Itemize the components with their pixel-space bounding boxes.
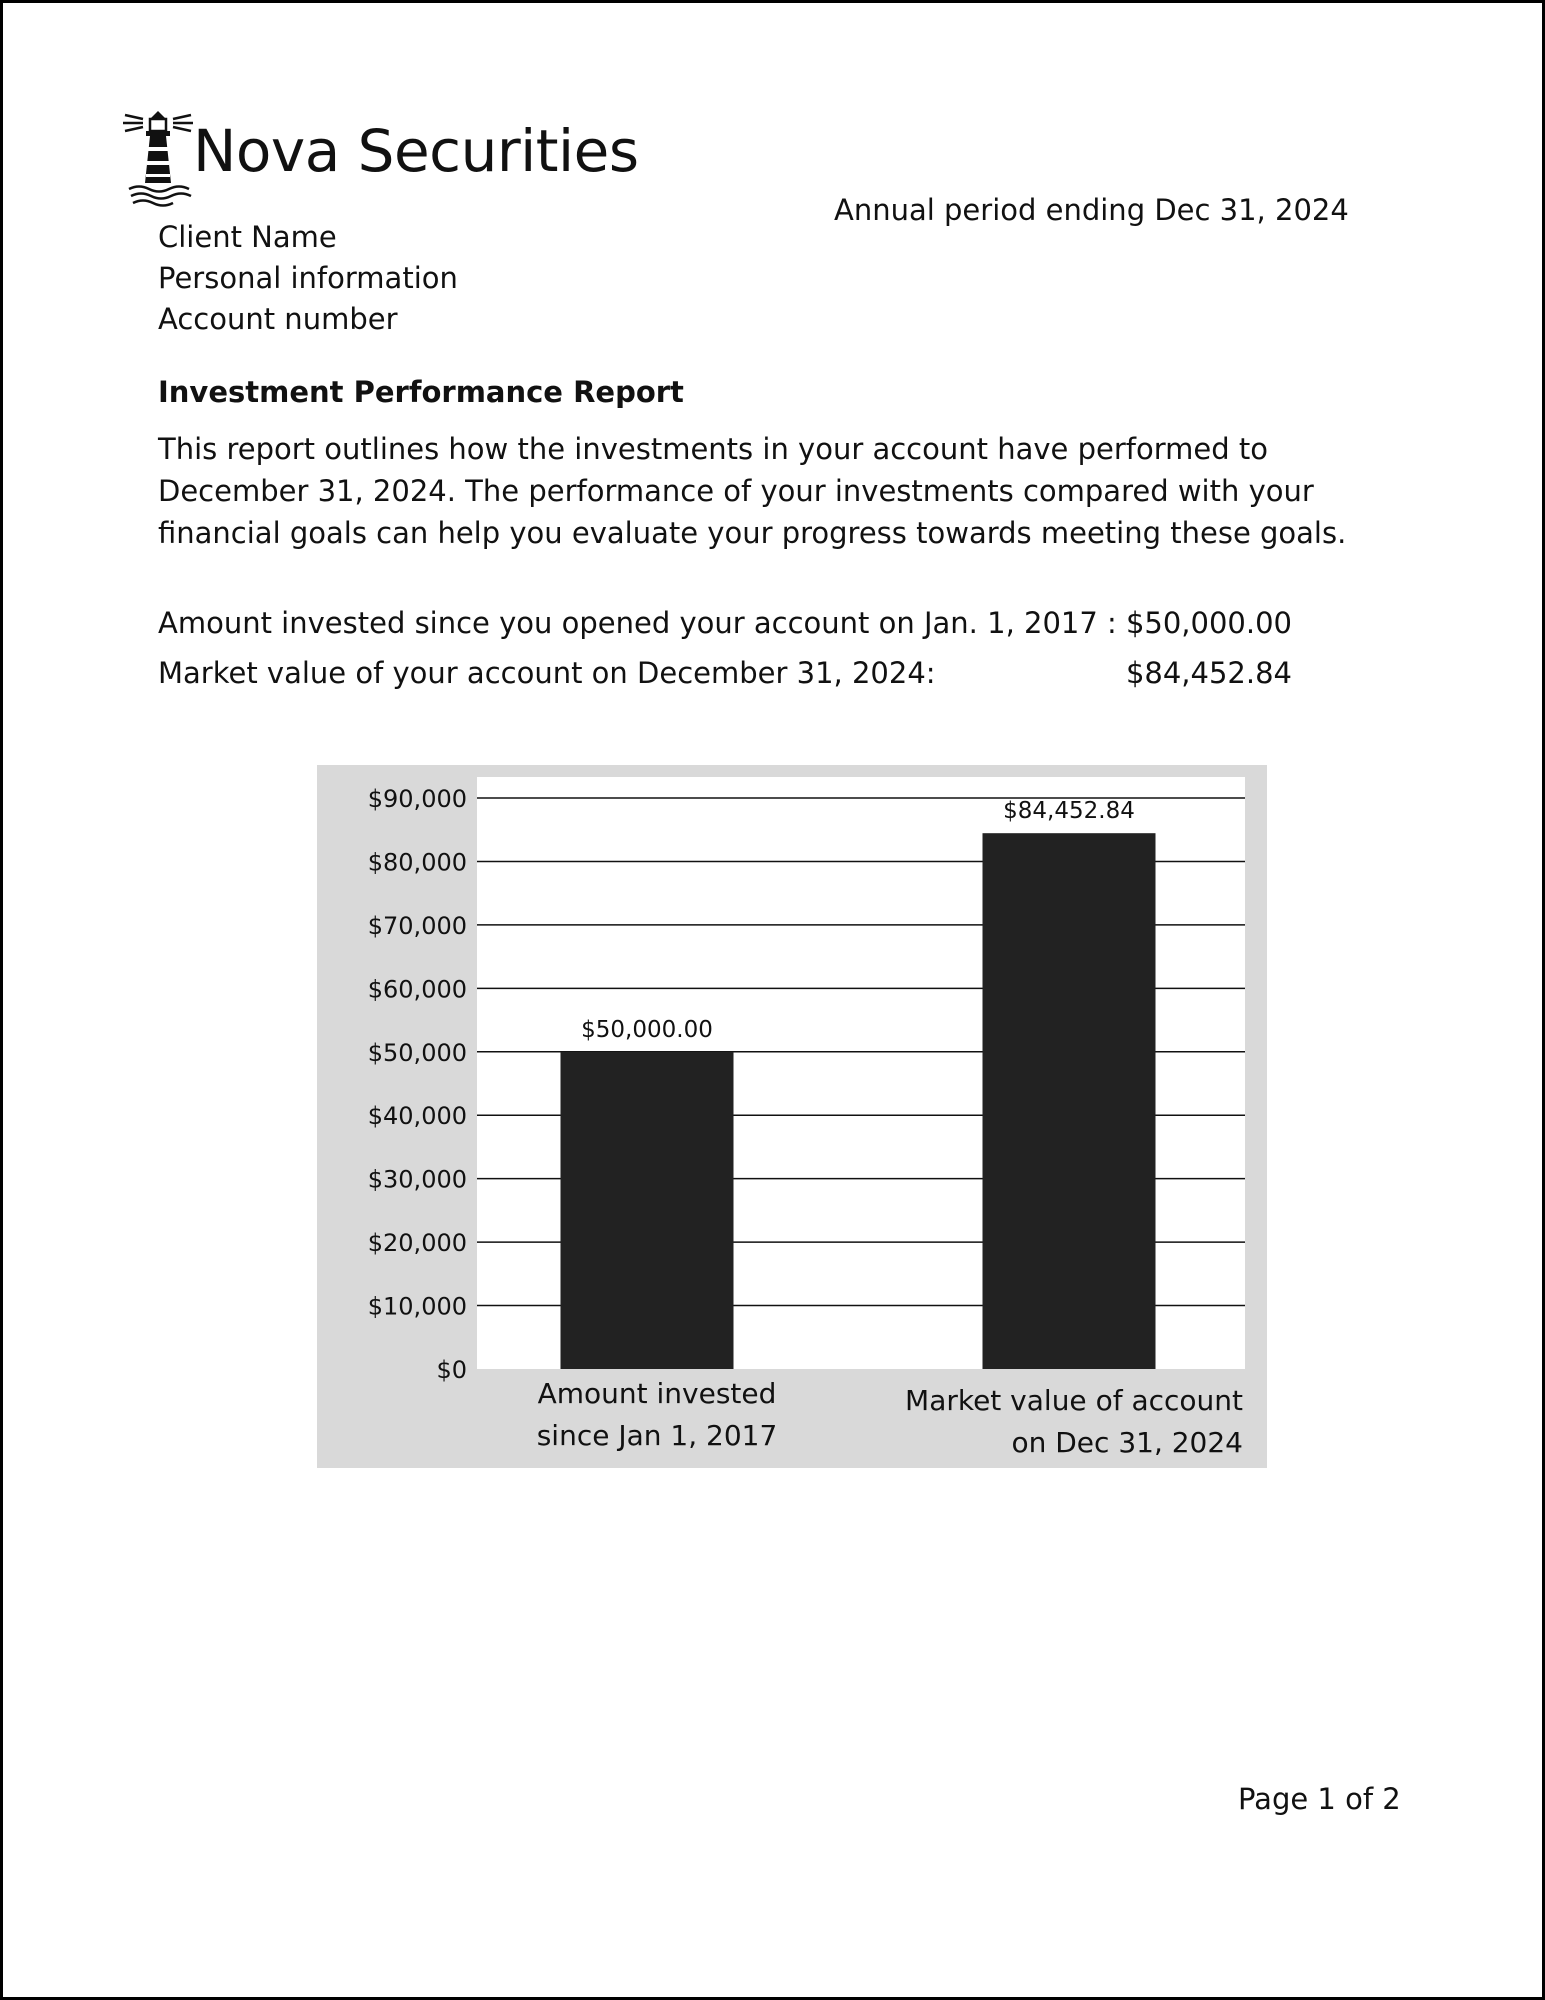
invested-label: Amount invested since you opened your account on Jan. 1, 2017 : <box>158 606 1117 640</box>
bar <box>561 1052 734 1369</box>
statement-period: Annual period ending Dec 31, 2024 <box>834 193 1349 227</box>
y-tick-label: $10,000 <box>367 1292 467 1321</box>
y-tick-label: $60,000 <box>367 975 467 1004</box>
client-info <box>158 217 458 340</box>
invested-value: $50,000.00 <box>1125 606 1292 640</box>
account-summary <box>158 606 1298 706</box>
bar <box>983 833 1156 1369</box>
y-tick-label: $40,000 <box>367 1102 467 1131</box>
market-label: Market value of your account on December 31, 2024: <box>158 656 936 690</box>
client-personal-info: Personal information <box>158 261 458 295</box>
company-name: Nova Securities <box>193 117 639 185</box>
client-name: Client Name <box>158 220 337 254</box>
bar-chart <box>317 765 1267 1468</box>
y-tick-label: $90,000 <box>367 785 467 813</box>
report-intro: This report outlines how the investments in your account have performed to December 31, 2024. The performance of your investments compared with your financial goals can help you evaluate your progress towards meeting these goals. <box>158 432 1347 550</box>
y-tick-label: $50,000 <box>367 1038 467 1067</box>
y-tick-label: $30,000 <box>367 1165 467 1194</box>
summary-row-invested <box>158 606 1298 656</box>
x-category-label: on Dec 31, 2024 <box>1011 1426 1243 1459</box>
y-tick-label: $80,000 <box>367 848 467 877</box>
y-tick-label: $70,000 <box>367 911 467 940</box>
y-tick-label: $0 <box>436 1356 467 1384</box>
summary-row-market <box>158 656 1298 706</box>
x-category-label: since Jan 1, 2017 <box>536 1419 778 1452</box>
data-label: $84,452.84 <box>1003 798 1135 825</box>
x-category-label: Market value of account <box>905 1384 1243 1417</box>
data-label: $50,000.00 <box>581 1016 713 1043</box>
chart-panel <box>317 765 1267 1468</box>
page-number: Page 1 of 2 <box>1238 1782 1401 1816</box>
y-tick-label: $20,000 <box>367 1229 467 1258</box>
report-title: Investment Performance Report <box>158 375 684 409</box>
client-account-number: Account number <box>158 302 398 336</box>
x-category-label: Amount invested <box>537 1377 777 1410</box>
market-value: $84,452.84 <box>1125 656 1292 690</box>
